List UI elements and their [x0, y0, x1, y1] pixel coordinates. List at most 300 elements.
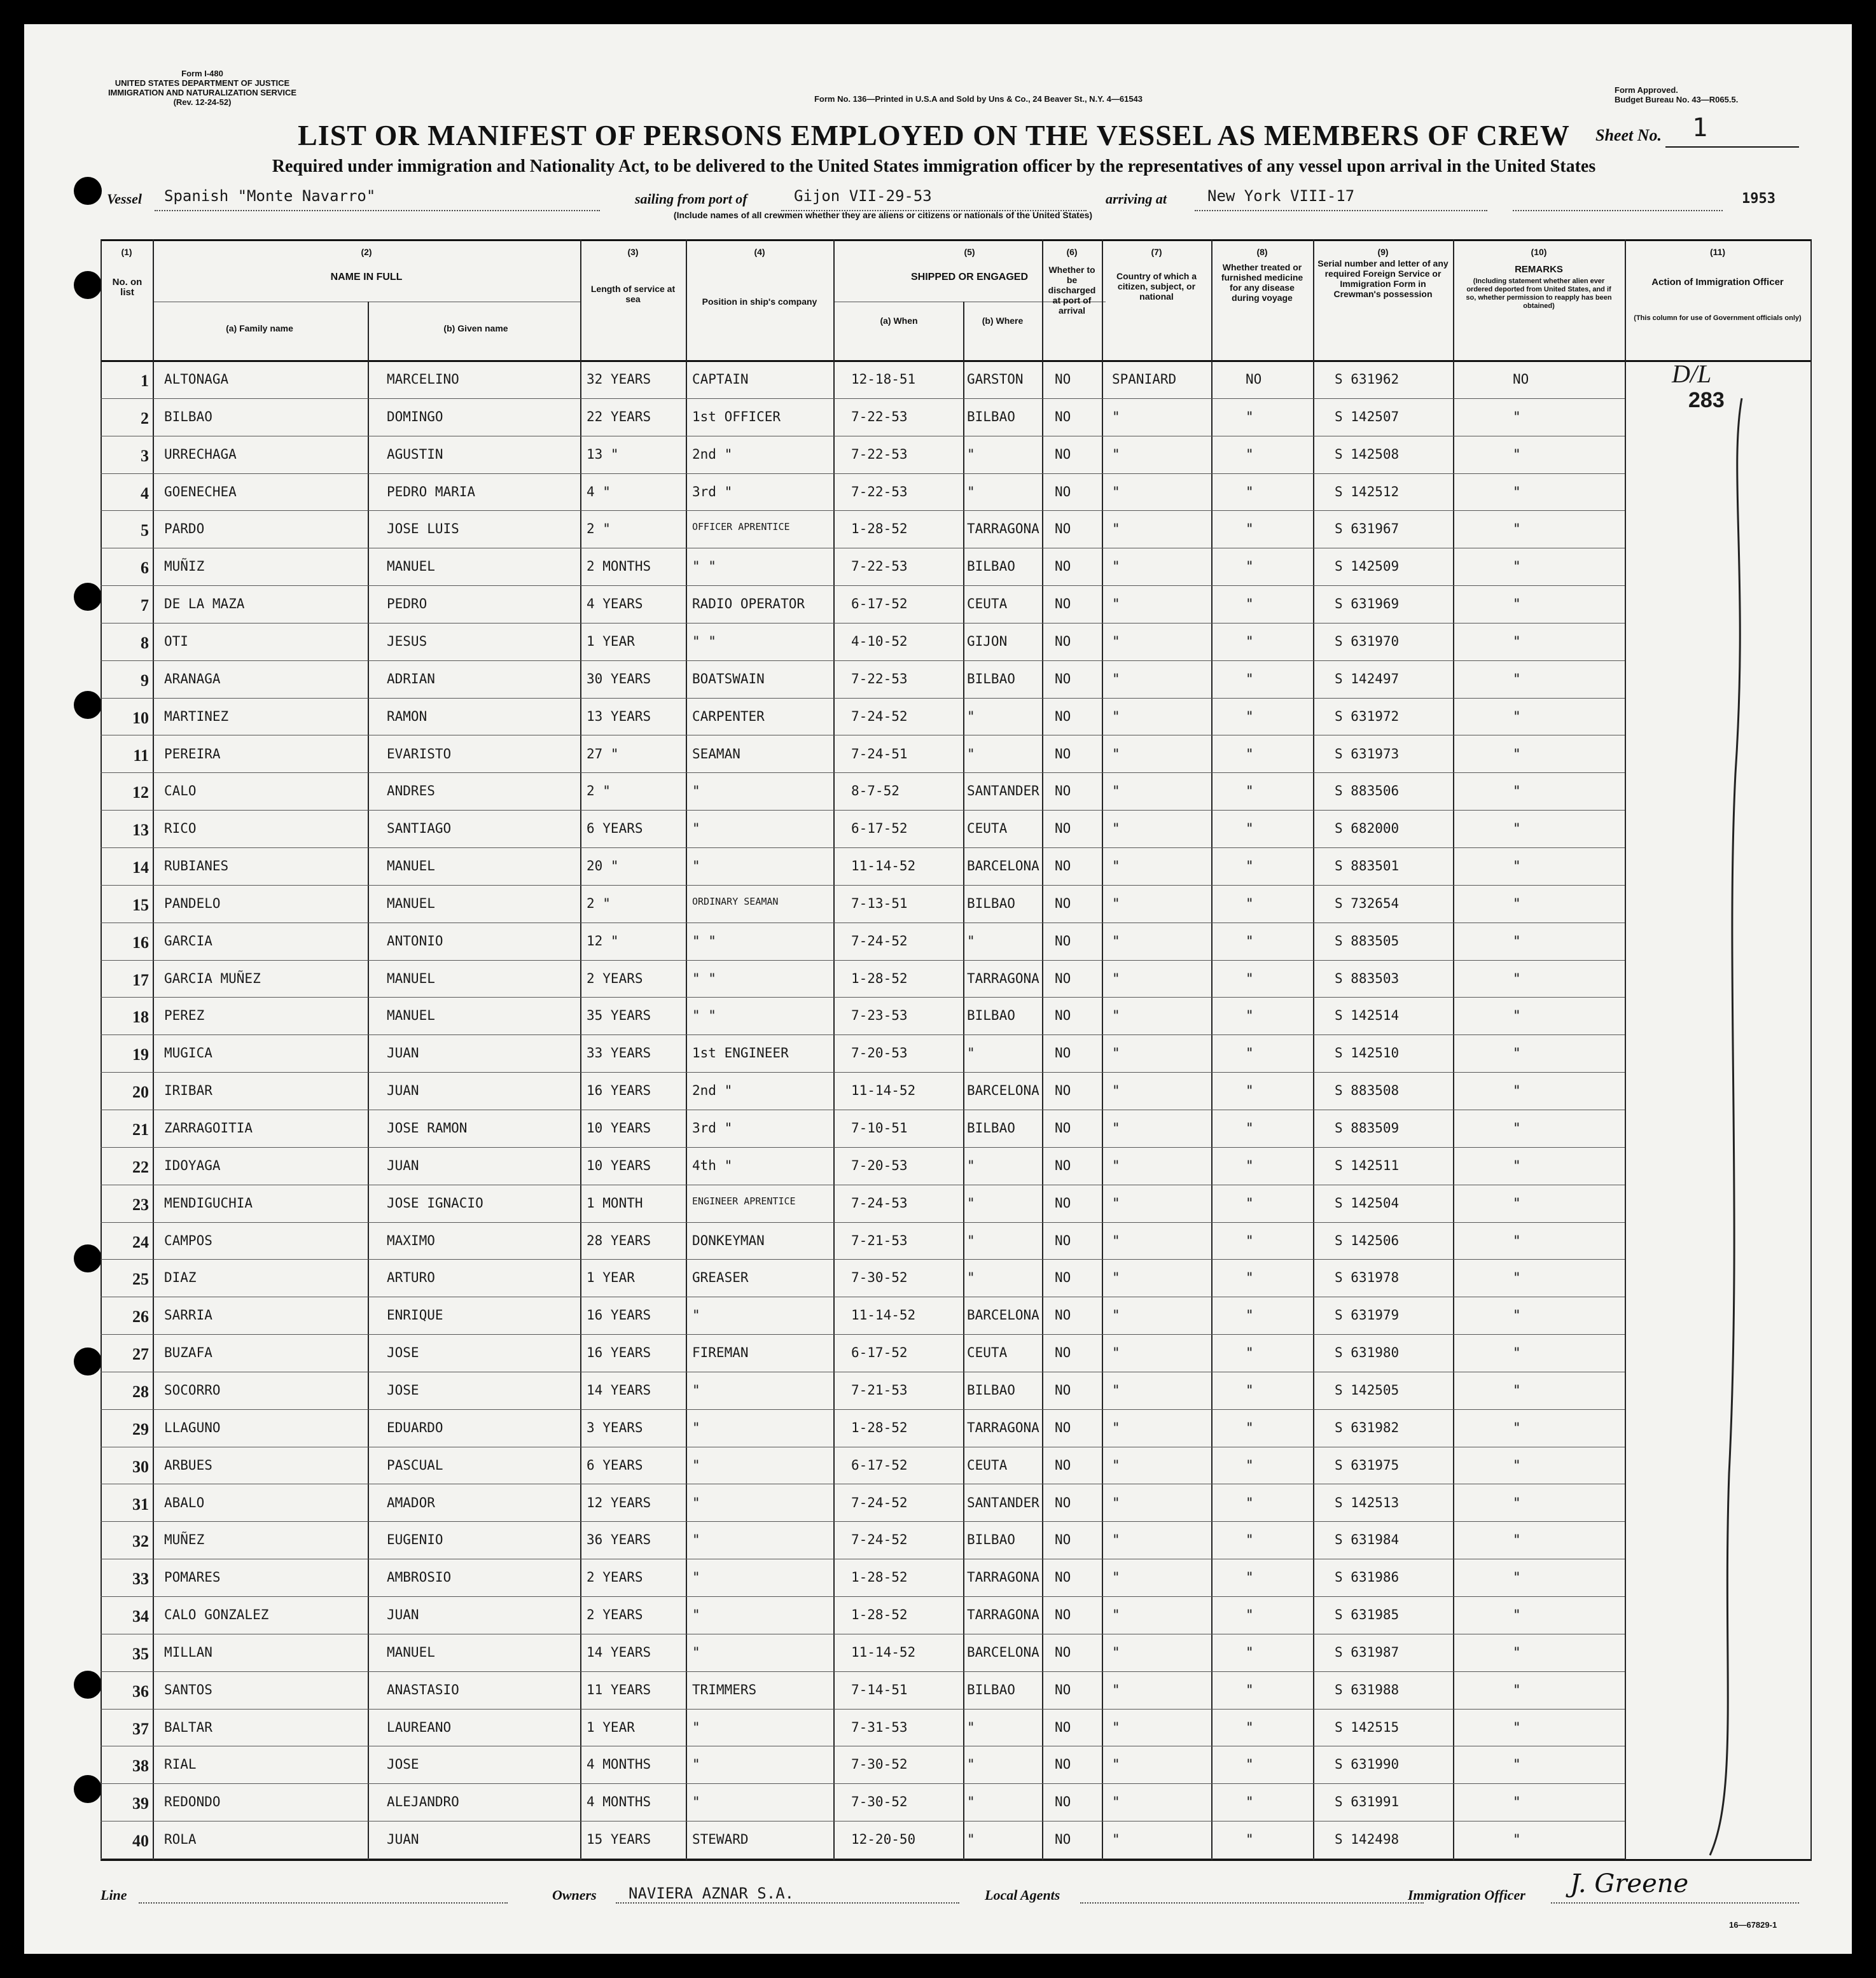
medicine: " — [1246, 821, 1254, 837]
row-number: 25 — [132, 1270, 149, 1289]
col5-number: (5) — [964, 247, 975, 257]
row-number: 37 — [132, 1719, 149, 1738]
service-length: 2 MONTHS — [587, 559, 651, 575]
country: " — [1112, 1008, 1120, 1024]
row-number: 29 — [132, 1419, 149, 1438]
medicine: " — [1246, 1494, 1254, 1510]
shipped-where: BILBAO — [967, 671, 1015, 686]
remarks: " — [1513, 1045, 1521, 1061]
serial-number: S 142511 — [1335, 1157, 1400, 1173]
remarks: " — [1513, 1120, 1521, 1136]
shipped-where: " — [967, 446, 975, 462]
medicine: " — [1246, 708, 1254, 724]
given-name: JOSE LUIS — [387, 521, 459, 537]
shipped-when: 1-28-52 — [851, 1419, 908, 1435]
service-length: 10 YEARS — [587, 1120, 651, 1136]
row-number: 34 — [132, 1607, 149, 1626]
position: " — [692, 821, 700, 837]
shipped-where: " — [967, 1232, 975, 1248]
serial-number: S 142513 — [1335, 1494, 1400, 1510]
family-name: MARTINEZ — [164, 708, 229, 724]
discharge: NO — [1055, 559, 1071, 575]
country: " — [1112, 1494, 1120, 1510]
col8-header: Whether treated or furnished medicine for any disease during voyage — [1221, 262, 1303, 303]
discharge: NO — [1055, 1120, 1071, 1136]
medicine: " — [1246, 1008, 1254, 1024]
serial-number: S 631991 — [1335, 1794, 1400, 1810]
shipped-when: 11-14-52 — [851, 1307, 916, 1323]
position: CARPENTER — [692, 708, 765, 724]
shipped-where: TARRAGONA — [967, 1570, 1039, 1585]
col11-number: (11) — [1709, 247, 1726, 257]
shipped-when: 7-20-53 — [851, 1045, 908, 1061]
row-number: 12 — [132, 783, 149, 802]
shipped-when: 7-13-51 — [851, 895, 908, 911]
row-number: 26 — [132, 1307, 149, 1327]
remarks: " — [1513, 484, 1521, 499]
service-length: 32 YEARS — [587, 372, 651, 387]
line-label: Line — [101, 1887, 127, 1903]
medicine: " — [1246, 1570, 1254, 1585]
officer-mark: D/L — [1672, 359, 1712, 388]
medicine: " — [1246, 559, 1254, 575]
discharge: NO — [1055, 1008, 1071, 1024]
medicine: " — [1246, 1794, 1254, 1810]
given-name: JUAN — [387, 1083, 419, 1099]
position: RADIO OPERATOR — [692, 596, 805, 612]
position: " — [692, 1607, 700, 1623]
family-name: ALTONAGA — [164, 372, 229, 387]
remarks: " — [1513, 559, 1521, 575]
family-name: OTI — [164, 633, 188, 649]
medicine: " — [1246, 1270, 1254, 1286]
country: SPANIARD — [1112, 372, 1177, 387]
given-name: MARCELINO — [387, 372, 459, 387]
shipped-when: 7-22-53 — [851, 671, 908, 686]
remarks: " — [1513, 1419, 1521, 1435]
country: " — [1112, 1794, 1120, 1810]
shipped-where: GARSTON — [967, 372, 1024, 387]
arriving-line — [1195, 210, 1487, 211]
sailing-label: sailing from port of — [635, 191, 747, 207]
remarks: " — [1513, 1307, 1521, 1323]
country: " — [1112, 1832, 1120, 1848]
position: FIREMAN — [692, 1345, 749, 1361]
row-rule — [101, 1858, 1625, 1859]
form-approval — [1615, 85, 1831, 104]
remarks: NO — [1513, 372, 1529, 387]
remarks: " — [1513, 1270, 1521, 1286]
given-name: EUGENIO — [387, 1532, 443, 1548]
family-name: ARANAGA — [164, 671, 221, 686]
col6-number: (6) — [1066, 247, 1078, 257]
given-name: ALEJANDRO — [387, 1794, 459, 1810]
row-number: 31 — [132, 1494, 149, 1514]
binder-hole — [74, 1348, 102, 1376]
service-length: 20 " — [587, 858, 619, 874]
remarks: " — [1513, 821, 1521, 837]
country: " — [1112, 1719, 1120, 1735]
country: " — [1112, 1232, 1120, 1248]
serial-number: S 631984 — [1335, 1532, 1400, 1548]
serial-number: S 142512 — [1335, 484, 1400, 499]
serial-number: S 631985 — [1335, 1607, 1400, 1623]
family-name: PANDELO — [164, 895, 221, 911]
shipped-when: 7-21-53 — [851, 1232, 908, 1248]
shipped-where: " — [967, 1794, 975, 1810]
row-number: 8 — [141, 633, 149, 652]
table-row — [101, 1335, 1812, 1372]
position: " — [692, 1457, 700, 1473]
serial-number: S 631969 — [1335, 596, 1400, 612]
medicine: " — [1246, 1045, 1254, 1061]
given-name: MANUEL — [387, 1644, 435, 1660]
agents-label: Local Agents — [985, 1887, 1060, 1903]
remarks: " — [1513, 1195, 1521, 1211]
service-length: 2 " — [587, 521, 611, 537]
col5b-header: (b) Where — [982, 316, 1024, 326]
serial-number: S 142507 — [1335, 408, 1400, 424]
country: " — [1112, 708, 1120, 724]
country: " — [1112, 596, 1120, 612]
col2b-header: (b) Given name — [443, 323, 508, 333]
given-name: JOSE — [387, 1382, 419, 1398]
department: UNITED STATES DEPARTMENT OF JUSTICE — [115, 78, 290, 88]
row-number: 23 — [132, 1195, 149, 1214]
remarks: " — [1513, 783, 1521, 799]
shipped-where: " — [967, 1157, 975, 1173]
shipped-when: 7-24-53 — [851, 1195, 908, 1211]
row-number: 13 — [132, 821, 149, 840]
discharge: NO — [1055, 1232, 1071, 1248]
service-length: 22 YEARS — [587, 408, 651, 424]
discharge: NO — [1055, 1757, 1071, 1773]
given-name: JOSE IGNACIO — [387, 1195, 483, 1211]
discharge: NO — [1055, 970, 1071, 986]
col3-number: (3) — [627, 247, 639, 257]
table-row — [101, 661, 1812, 699]
sheet-number: 1 — [1692, 113, 1708, 143]
given-name: ANTONIO — [387, 933, 443, 949]
row-number: 14 — [132, 858, 149, 877]
col9-header: Serial number and letter of any required Foreign Service or Immigration Form in Crewman's possession — [1317, 258, 1449, 299]
given-name: ANDRES — [387, 783, 435, 799]
table-row — [101, 1597, 1812, 1634]
table-row — [101, 548, 1812, 586]
country: " — [1112, 821, 1120, 837]
serial-number: S 631962 — [1335, 372, 1400, 387]
col2-number: (2) — [361, 247, 372, 257]
medicine: " — [1246, 858, 1254, 874]
service-length: 6 YEARS — [587, 821, 643, 837]
family-name: RICO — [164, 821, 197, 837]
shipped-where: SANTANDER — [967, 1494, 1039, 1510]
serial-number: S 142510 — [1335, 1045, 1400, 1061]
remarks: " — [1513, 1008, 1521, 1024]
given-name: SANTIAGO — [387, 821, 452, 837]
sheet-line — [1665, 146, 1799, 148]
service-length: 13 " — [587, 446, 619, 462]
col2-header: NAME IN FULL — [330, 272, 403, 282]
remarks: " — [1513, 1083, 1521, 1099]
shipped-where: " — [967, 484, 975, 499]
position: ORDINARY SEAMAN — [692, 895, 779, 907]
country: " — [1112, 1457, 1120, 1473]
position: " — [692, 1419, 700, 1435]
given-name: MANUEL — [387, 970, 435, 986]
serial-number: S 682000 — [1335, 821, 1400, 837]
country: " — [1112, 783, 1120, 799]
row-number: 2 — [141, 408, 149, 428]
shipped-where: SANTANDER — [967, 783, 1039, 799]
arriving-value: New York VIII-17 — [1207, 187, 1355, 205]
row-number: 36 — [132, 1682, 149, 1701]
remarks: " — [1513, 633, 1521, 649]
col5-header: SHIPPED OR ENGAGED — [910, 272, 1029, 282]
row-number: 10 — [132, 708, 149, 727]
given-name: JUAN — [387, 1832, 419, 1848]
given-name: ENRIQUE — [387, 1307, 443, 1323]
remarks: " — [1513, 1570, 1521, 1585]
row-number: 28 — [132, 1382, 149, 1401]
given-name: MANUEL — [387, 895, 435, 911]
table-row — [101, 1185, 1812, 1223]
family-name: DE LA MAZA — [164, 596, 245, 612]
service-length: 35 YEARS — [587, 1008, 651, 1024]
discharge: NO — [1055, 1794, 1071, 1810]
position: " — [692, 1307, 700, 1323]
serial-number: S 732654 — [1335, 895, 1400, 911]
medicine: " — [1246, 1719, 1254, 1735]
serial-number: S 631980 — [1335, 1345, 1400, 1361]
position: BOATSWAIN — [692, 671, 765, 686]
owners-label: Owners — [552, 1887, 597, 1903]
shipped-where: " — [967, 1270, 975, 1286]
position: 3rd " — [692, 484, 733, 499]
position: DONKEYMAN — [692, 1232, 765, 1248]
shipped-where: CEUTA — [967, 596, 1008, 612]
given-name: MANUEL — [387, 559, 435, 575]
family-name: CAMPOS — [164, 1232, 212, 1248]
table-row — [101, 1559, 1812, 1597]
medicine: " — [1246, 1532, 1254, 1548]
family-name: ZARRAGOITIA — [164, 1120, 253, 1136]
remarks: " — [1513, 1607, 1521, 1623]
given-name: JUAN — [387, 1157, 419, 1173]
country: " — [1112, 1270, 1120, 1286]
table-row — [101, 623, 1812, 661]
shipped-when: 7-24-52 — [851, 1494, 908, 1510]
given-name: PASCUAL — [387, 1457, 443, 1473]
family-name: GARCIA MUÑEZ — [164, 970, 261, 986]
row-number: 20 — [132, 1083, 149, 1102]
shipped-where: " — [967, 1195, 975, 1211]
discharge: NO — [1055, 484, 1071, 499]
discharge: NO — [1055, 1494, 1071, 1510]
remarks: " — [1513, 521, 1521, 537]
family-name: MUGICA — [164, 1045, 212, 1061]
medicine: " — [1246, 408, 1254, 424]
row-number: 30 — [132, 1457, 149, 1476]
row-number: 35 — [132, 1644, 149, 1663]
service-length: 11 YEARS — [587, 1682, 651, 1697]
discharge: NO — [1055, 783, 1071, 799]
position: TRIMMERS — [692, 1682, 757, 1697]
shipped-when: 7-30-52 — [851, 1757, 908, 1773]
binder-hole — [74, 691, 102, 719]
officer-rule — [1551, 1902, 1799, 1904]
service-length: 1 YEAR — [587, 1270, 635, 1286]
country: " — [1112, 933, 1120, 949]
shipped-where: CEUTA — [967, 1457, 1008, 1473]
service-length: 2 " — [587, 895, 611, 911]
shipped-when: 7-22-53 — [851, 446, 908, 462]
row-number: 39 — [132, 1794, 149, 1813]
remarks: " — [1513, 1382, 1521, 1398]
country: " — [1112, 1570, 1120, 1585]
col6-header: Whether to be discharged at port of arrival — [1048, 265, 1096, 316]
row-number: 40 — [132, 1832, 149, 1851]
family-name: SARRIA — [164, 1307, 212, 1323]
table-row — [101, 1148, 1812, 1185]
remarks: " — [1513, 1644, 1521, 1660]
country: " — [1112, 633, 1120, 649]
serial-number: S 142514 — [1335, 1008, 1400, 1024]
shipped-when: 6-17-52 — [851, 596, 908, 612]
country: " — [1112, 1120, 1120, 1136]
given-name: PEDRO — [387, 596, 427, 612]
position: " — [692, 1532, 700, 1548]
family-name: DIAZ — [164, 1270, 197, 1286]
col3-header: Length of service at sea — [590, 284, 676, 304]
family-name: RIAL — [164, 1757, 197, 1773]
service-length: 13 YEARS — [587, 708, 651, 724]
family-name: CALO — [164, 783, 197, 799]
row-number: 38 — [132, 1757, 149, 1776]
family-name: URRECHAGA — [164, 446, 237, 462]
given-name: MAXIMO — [387, 1232, 435, 1248]
table-row — [101, 961, 1812, 998]
service-length: 2 " — [587, 783, 611, 799]
discharge: NO — [1055, 1457, 1071, 1473]
service-length: 15 YEARS — [587, 1832, 651, 1848]
discharge: NO — [1055, 1270, 1071, 1286]
position: STEWARD — [692, 1832, 749, 1848]
shipped-where: " — [967, 1757, 975, 1773]
shipped-when: 11-14-52 — [851, 1083, 916, 1099]
country: " — [1112, 1195, 1120, 1211]
medicine: " — [1246, 1757, 1254, 1773]
serial-number: S 142508 — [1335, 446, 1400, 462]
printer-line: Form No. 136—Printed in U.S.A and Sold by Uns & Co., 24 Beaver St., N.Y. 4—61543 — [814, 94, 1143, 104]
owners-value: NAVIERA AZNAR S.A. — [629, 1884, 795, 1902]
country: " — [1112, 408, 1120, 424]
table-row — [101, 699, 1812, 736]
serial-number: S 142498 — [1335, 1832, 1400, 1848]
shipped-when: 7-30-52 — [851, 1270, 908, 1286]
shipped-when: 7-24-51 — [851, 746, 908, 762]
service-length: 14 YEARS — [587, 1382, 651, 1398]
given-name: JOSE — [387, 1345, 419, 1361]
country: " — [1112, 1532, 1120, 1548]
given-name: AMBROSIO — [387, 1570, 452, 1585]
shipped-where: CEUTA — [967, 821, 1008, 837]
table-row — [101, 586, 1812, 623]
col8-number: (8) — [1256, 247, 1268, 257]
position: " — [692, 1570, 700, 1585]
family-name: BALTAR — [164, 1719, 212, 1735]
vessel-label: Vessel — [107, 191, 142, 207]
position: 1st OFFICER — [692, 408, 781, 424]
country: " — [1112, 446, 1120, 462]
table-bottom-border — [101, 1859, 1812, 1861]
given-name: MANUEL — [387, 858, 435, 874]
serial-number: S 883503 — [1335, 970, 1400, 986]
table-row — [101, 511, 1812, 548]
service-length: 16 YEARS — [587, 1307, 651, 1323]
country: " — [1112, 521, 1120, 537]
medicine: " — [1246, 1345, 1254, 1361]
shipped-when: 7-24-52 — [851, 708, 908, 724]
medicine: " — [1246, 895, 1254, 911]
shipped-where: BARCELONA — [967, 1644, 1039, 1660]
discharge: NO — [1055, 1345, 1071, 1361]
shipped-when: 12-20-50 — [851, 1832, 916, 1848]
remarks: " — [1513, 1457, 1521, 1473]
arriving-label: arriving at — [1106, 191, 1167, 207]
remarks: " — [1513, 970, 1521, 986]
col7-header: Country of which a citizen, subject, or national — [1116, 271, 1197, 302]
row-number: 27 — [132, 1345, 149, 1364]
discharge: NO — [1055, 446, 1071, 462]
binder-hole — [74, 1671, 102, 1699]
service: IMMIGRATION AND NATURALIZATION SERVICE — [108, 88, 297, 97]
given-name: MANUEL — [387, 1008, 435, 1024]
given-name: ARTURO — [387, 1270, 435, 1286]
blank-line — [1513, 210, 1723, 211]
given-name: JOSE — [387, 1757, 419, 1773]
family-name: ROLA — [164, 1832, 197, 1848]
shipped-when: 7-21-53 — [851, 1382, 908, 1398]
family-name: PEREIRA — [164, 746, 221, 762]
discharge: NO — [1055, 858, 1071, 874]
approval-line-1: Form Approved. — [1615, 85, 1678, 95]
position: 2nd " — [692, 1083, 733, 1099]
sailing-value: Gijon VII-29-53 — [794, 187, 932, 205]
service-length: 16 YEARS — [587, 1083, 651, 1099]
col9-number: (9) — [1377, 247, 1389, 257]
col4-number: (4) — [754, 247, 765, 257]
serial-number: S 631973 — [1335, 746, 1400, 762]
shipped-when: 11-14-52 — [851, 858, 916, 874]
discharge: NO — [1055, 596, 1071, 612]
serial-number: S 142504 — [1335, 1195, 1400, 1211]
service-length: 4 MONTHS — [587, 1757, 651, 1773]
country: " — [1112, 1682, 1120, 1697]
medicine: " — [1246, 633, 1254, 649]
medicine: " — [1246, 1120, 1254, 1136]
serial-number: S 631979 — [1335, 1307, 1400, 1323]
table-row — [101, 1784, 1812, 1821]
shipped-when: 7-22-53 — [851, 484, 908, 499]
serial-number: S 631970 — [1335, 633, 1400, 649]
row-number: 4 — [141, 484, 149, 503]
table-row — [101, 1746, 1812, 1784]
given-name: JUAN — [387, 1607, 419, 1623]
page-subtitle: Required under immigration and Nationality Act, to be delivered to the United States immigration officer by the representatives of any vessel upon arrival in the United States — [272, 157, 1596, 176]
shipped-when: 6-17-52 — [851, 1345, 908, 1361]
table-row — [101, 736, 1812, 774]
